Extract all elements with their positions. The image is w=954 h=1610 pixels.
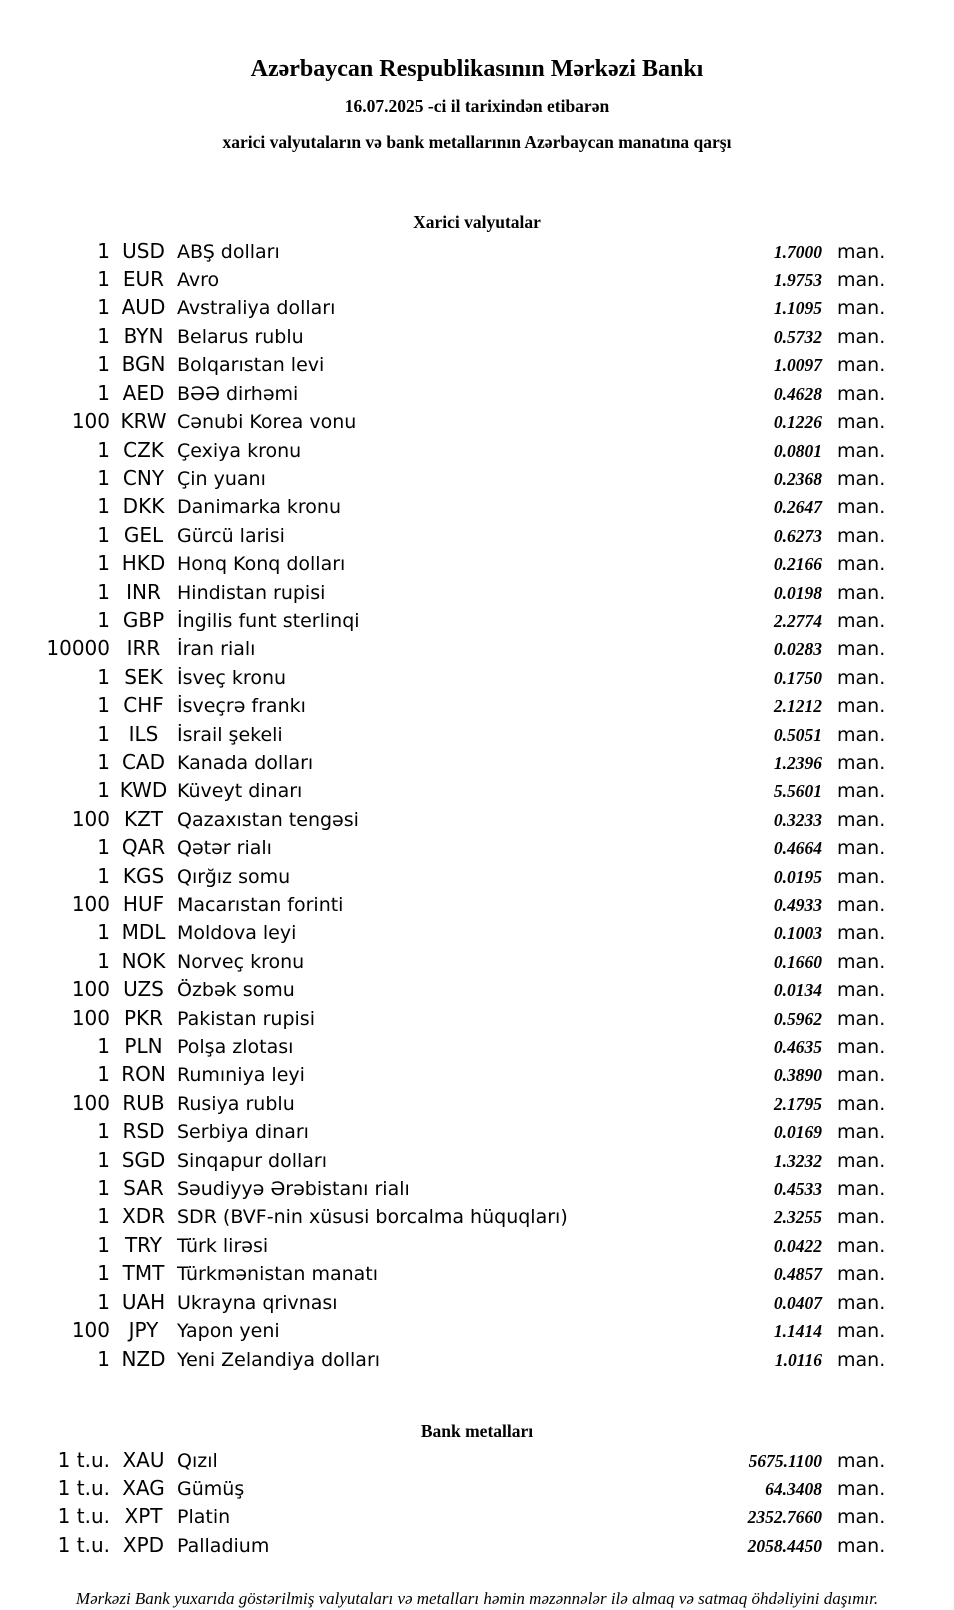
rate-value: 0.5051 <box>773 724 822 745</box>
rate-value: 0.1003 <box>773 923 822 944</box>
currency-name: Gümüş <box>177 1477 245 1500</box>
manat-unit-label: man. <box>837 695 886 718</box>
rate-value: 1.1095 <box>773 298 822 319</box>
currency-code: TMT <box>122 1261 165 1286</box>
currency-rate-row <box>0 1346 954 1374</box>
currency-name: Qətər rialı <box>177 837 272 860</box>
currency-name: İngilis funt sterlinqi <box>177 609 360 632</box>
manat-unit-label: man. <box>837 837 886 860</box>
currency-code: AUD <box>121 295 166 320</box>
rate-value: 0.2166 <box>773 554 822 575</box>
currency-rates-table <box>0 238 954 1374</box>
currency-rate-row <box>0 863 954 891</box>
quantity-value: 100 <box>71 1005 110 1030</box>
manat-unit-label: man. <box>837 1263 886 1286</box>
currency-code: XDR <box>122 1204 165 1229</box>
currency-code: JPY <box>128 1318 159 1343</box>
rate-value: 2352.7660 <box>747 1507 822 1528</box>
currency-rate-row <box>0 891 954 919</box>
currency-rate-row <box>0 692 954 720</box>
manat-unit-label: man. <box>837 297 886 320</box>
currency-code: KZT <box>123 806 164 831</box>
manat-unit-label: man. <box>837 1092 886 1115</box>
currency-code: BYN <box>123 323 164 348</box>
quantity-value: 1 <box>97 835 110 860</box>
quantity-value: 1 <box>97 693 110 718</box>
quantity-value: 100 <box>71 892 110 917</box>
manat-unit-label: man. <box>837 1320 886 1343</box>
manat-unit-label: man. <box>837 1477 886 1500</box>
currency-code: QAR <box>121 835 166 860</box>
rate-value: 0.0407 <box>773 1292 822 1313</box>
manat-unit-label: man. <box>837 1149 886 1172</box>
currency-code: UZS <box>123 977 164 1002</box>
manat-unit-label: man. <box>837 1036 886 1059</box>
rate-value: 1.7000 <box>773 241 822 262</box>
manat-unit-label: man. <box>837 354 886 377</box>
rate-value: 0.0801 <box>773 440 822 461</box>
effective-date: 16.07.2025 -ci il tarixindən etibarən <box>344 95 610 116</box>
manat-unit-label: man. <box>837 1291 886 1314</box>
currency-name: Polşa zlotası <box>177 1036 294 1059</box>
currency-name: Səudiyyə Ərəbistanı rialı <box>177 1178 410 1201</box>
quantity-value: 1 <box>97 1346 110 1371</box>
metal-rate-row <box>0 1532 954 1560</box>
currency-code: KRW <box>120 409 167 434</box>
quantity-value: 1 <box>97 267 110 292</box>
manat-unit-label: man. <box>837 1064 886 1087</box>
rate-value: 0.0195 <box>773 866 822 887</box>
metals-section-title: Bank metalları <box>420 1420 534 1441</box>
currency-name: Norveç kronu <box>177 950 305 973</box>
quantity-value: 1 <box>97 1204 110 1229</box>
currency-name: Qazaxıstan tengəsi <box>177 808 359 831</box>
rate-value: 0.4857 <box>773 1264 822 1285</box>
currency-code: INR <box>126 579 161 604</box>
currency-name: Serbiya dinarı <box>177 1121 309 1144</box>
currency-name: Türkmənistan manatı <box>177 1263 379 1286</box>
currency-rate-row <box>0 948 954 976</box>
currency-rate-row <box>0 408 954 436</box>
currency-name: Küveyt dinarı <box>177 780 303 803</box>
currency-name: Rusiya rublu <box>177 1092 295 1115</box>
manat-unit-label: man. <box>837 1348 886 1371</box>
rate-value: 64.3408 <box>765 1478 822 1499</box>
currency-name: Moldova leyi <box>177 922 297 945</box>
currency-name: BƏƏ dirhəmi <box>177 382 299 405</box>
currency-code: KGS <box>122 863 165 888</box>
rate-value: 0.6273 <box>773 525 822 546</box>
currency-code: XPD <box>122 1532 165 1557</box>
rate-value: 0.4933 <box>773 895 822 916</box>
manat-unit-label: man. <box>837 240 886 263</box>
bank-title: Azərbaycan Respublikasının Mərkəzi Bankı <box>250 56 704 82</box>
rate-value: 0.0283 <box>773 639 822 660</box>
quantity-value: 1 <box>97 1119 110 1144</box>
currency-rate-row <box>0 522 954 550</box>
manat-unit-label: man. <box>837 1534 886 1557</box>
quantity-value: 100 <box>71 977 110 1002</box>
rate-value: 2.1795 <box>773 1093 822 1114</box>
currency-code: DKK <box>122 494 165 519</box>
currency-code: NZD <box>121 1346 166 1371</box>
quantity-value: 1 <box>97 1261 110 1286</box>
currency-rate-row <box>0 1289 954 1317</box>
quantity-value: 100 <box>71 1090 110 1115</box>
currency-name: Danimarka kronu <box>177 496 342 519</box>
manat-unit-label: man. <box>837 609 886 632</box>
rate-value: 2.1212 <box>773 696 822 717</box>
currency-rate-row <box>0 834 954 862</box>
currency-code: RUB <box>122 1090 165 1115</box>
manat-unit-label: man. <box>837 581 886 604</box>
quantity-value: 1 <box>97 551 110 576</box>
manat-unit-label: man. <box>837 1007 886 1030</box>
quantity-value: 1 <box>97 238 110 263</box>
currency-name: Cənubi Korea vonu <box>177 411 357 434</box>
rate-value: 5.5601 <box>773 781 822 802</box>
currency-name: Qırğız somu <box>177 865 291 888</box>
currency-rate-row <box>0 1317 954 1345</box>
quantity-value: 1 <box>97 295 110 320</box>
currency-code: NOK <box>121 948 166 973</box>
rate-value: 1.0097 <box>773 355 822 376</box>
quantity-value: 1 <box>97 1034 110 1059</box>
currency-code: TRY <box>124 1232 163 1257</box>
manat-unit-label: man. <box>837 865 886 888</box>
currency-code: BGN <box>121 352 166 377</box>
quantity-value: 1 t.u. <box>57 1475 110 1500</box>
currency-code: AED <box>122 380 165 405</box>
currency-rate-row <box>0 919 954 947</box>
quantity-value: 1 <box>97 1289 110 1314</box>
currency-rate-row <box>0 380 954 408</box>
currency-name: İsveç kronu <box>177 666 287 689</box>
currency-code: HKD <box>121 551 166 576</box>
rate-value: 0.5732 <box>773 326 822 347</box>
manat-unit-label: man. <box>837 1234 886 1257</box>
currency-rate-row <box>0 1175 954 1203</box>
quantity-value: 1 t.u. <box>57 1532 110 1557</box>
manat-unit-label: man. <box>837 780 886 803</box>
rate-value: 0.0198 <box>773 582 822 603</box>
manat-unit-label: man. <box>837 325 886 348</box>
quantity-value: 1 <box>97 380 110 405</box>
manat-unit-label: man. <box>837 808 886 831</box>
manat-unit-label: man. <box>837 1121 886 1144</box>
rate-value: 1.0116 <box>774 1349 822 1370</box>
currency-code: CZK <box>123 437 164 462</box>
currency-rate-row <box>0 437 954 465</box>
disclaimer-text: Mərkəzi Bank yuxarıda göstərilmiş valyutaları və metalları həmin məzənnələr ilə almaq və satmaq öhdəliyini daşımır. <box>75 1589 879 1609</box>
rate-value: 1.9753 <box>773 270 822 291</box>
manat-unit-label: man. <box>837 723 886 746</box>
currency-name: Türk lirəsi <box>177 1234 269 1257</box>
document-subtitle: xarici valyutaların və bank metallarının Azərbaycan manatına qarşı <box>222 132 732 153</box>
manat-unit-label: man. <box>837 751 886 774</box>
currency-rate-row <box>0 1232 954 1260</box>
currency-rate-row <box>0 266 954 294</box>
metal-rates-table <box>0 1447 954 1561</box>
currency-rate-row <box>0 550 954 578</box>
currency-code: XAG <box>122 1475 165 1500</box>
currency-code: KWD <box>119 778 168 803</box>
manat-unit-label: man. <box>837 922 886 945</box>
currency-code: CHF <box>123 693 164 718</box>
manat-unit-label: man. <box>837 638 886 661</box>
currency-rate-row <box>0 1005 954 1033</box>
currency-code: IRR <box>126 636 161 661</box>
rate-value: 0.0422 <box>773 1235 822 1256</box>
manat-unit-label: man. <box>837 1206 886 1229</box>
currency-code: XAU <box>122 1447 165 1472</box>
rate-value: 1.3232 <box>773 1150 822 1171</box>
manat-unit-label: man. <box>837 894 886 917</box>
rate-value: 2058.4450 <box>747 1535 822 1556</box>
currency-rate-row <box>0 607 954 635</box>
quantity-value: 1 <box>97 1176 110 1201</box>
rate-value: 0.2647 <box>773 497 822 518</box>
currency-rate-row <box>0 351 954 379</box>
currency-name: Rumıniya leyi <box>177 1064 305 1087</box>
metal-rate-row <box>0 1475 954 1503</box>
currency-rate-row <box>0 465 954 493</box>
rate-value: 2.2774 <box>773 610 822 631</box>
currency-name: Kanada dolları <box>177 751 314 774</box>
currency-rate-row <box>0 238 954 266</box>
currency-code: XPT <box>124 1504 163 1529</box>
currency-name: Belarus rublu <box>177 325 304 348</box>
rate-value: 0.4664 <box>773 838 822 859</box>
quantity-value: 1 <box>97 1062 110 1087</box>
currency-rate-row <box>0 323 954 351</box>
rate-value: 0.5962 <box>773 1008 822 1029</box>
quantity-value: 1 <box>97 749 110 774</box>
currency-rate-row <box>0 1061 954 1089</box>
currency-rate-row <box>0 806 954 834</box>
currency-name: Gürcü larisi <box>177 524 285 547</box>
currency-rate-row <box>0 1203 954 1231</box>
currency-name: Platin <box>177 1506 231 1529</box>
quantity-value: 100 <box>71 409 110 434</box>
currency-code: RSD <box>122 1119 165 1144</box>
rate-value: 0.1226 <box>773 412 822 433</box>
currency-name: Ukrayna qrivnası <box>177 1291 338 1314</box>
currency-name: Hindistan rupisi <box>177 581 326 604</box>
quantity-value: 1 <box>97 522 110 547</box>
currency-name: Yapon yeni <box>177 1320 280 1343</box>
currency-name: Yeni Zelandiya dolları <box>177 1348 381 1371</box>
currency-name: ABŞ dolları <box>177 240 280 263</box>
manat-unit-label: man. <box>837 666 886 689</box>
manat-unit-label: man. <box>837 979 886 1002</box>
currency-name: İsveçrə frankı <box>177 695 306 718</box>
currency-rate-row <box>0 1033 954 1061</box>
quantity-value: 1 t.u. <box>57 1504 110 1529</box>
manat-unit-label: man. <box>837 439 886 462</box>
manat-unit-label: man. <box>837 382 886 405</box>
quantity-value: 1 <box>97 494 110 519</box>
manat-unit-label: man. <box>837 950 886 973</box>
quantity-value: 1 <box>97 778 110 803</box>
currency-code: USD <box>122 238 165 263</box>
currency-code: EUR <box>122 267 165 292</box>
rate-value: 1.1414 <box>773 1321 822 1342</box>
quantity-value: 1 <box>97 1232 110 1257</box>
metal-rate-row <box>0 1503 954 1531</box>
currency-name: Avstraliya dolları <box>177 297 336 320</box>
quantity-value: 100 <box>71 1318 110 1343</box>
currency-code: MDL <box>121 920 166 945</box>
currency-code: ILS <box>128 721 159 746</box>
currency-rate-row <box>0 777 954 805</box>
currency-rate-row <box>0 1090 954 1118</box>
currency-rate-row <box>0 721 954 749</box>
rate-value: 0.0169 <box>773 1122 822 1143</box>
rate-value: 0.2368 <box>773 468 822 489</box>
currency-code: PKR <box>123 1005 164 1030</box>
rate-value: 0.1750 <box>773 667 822 688</box>
currency-rate-row <box>0 1147 954 1175</box>
quantity-value: 1 <box>97 863 110 888</box>
currency-section-title: Xarici valyutalar <box>413 212 541 233</box>
rate-value: 0.0134 <box>773 980 822 1001</box>
manat-unit-label: man. <box>837 467 886 490</box>
currency-rate-row <box>0 1118 954 1146</box>
currency-code: SGD <box>121 1147 166 1172</box>
currency-rate-row <box>0 294 954 322</box>
rate-value: 0.4533 <box>773 1179 822 1200</box>
rate-value: 5675.1100 <box>748 1450 822 1471</box>
manat-unit-label: man. <box>837 553 886 576</box>
currency-rate-row <box>0 976 954 1004</box>
quantity-value: 1 <box>97 323 110 348</box>
rate-value: 2.3255 <box>773 1207 822 1228</box>
currency-code: CAD <box>121 749 166 774</box>
quantity-value: 10000 <box>46 636 110 661</box>
currency-code: HUF <box>122 892 165 917</box>
currency-name: Çin yuanı <box>177 467 266 490</box>
currency-name: Honq Konq dolları <box>177 553 346 576</box>
currency-rate-row <box>0 749 954 777</box>
manat-unit-label: man. <box>837 269 886 292</box>
currency-rate-row <box>0 579 954 607</box>
currency-code: UAH <box>121 1289 166 1314</box>
currency-name: Pakistan rupisi <box>177 1007 315 1030</box>
rate-value: 0.4628 <box>773 383 822 404</box>
manat-unit-label: man. <box>837 411 886 434</box>
quantity-value: 1 <box>97 352 110 377</box>
rate-value: 0.3233 <box>773 809 822 830</box>
currency-name: Özbək somu <box>177 979 295 1002</box>
manat-unit-label: man. <box>837 524 886 547</box>
quantity-value: 1 t.u. <box>57 1447 110 1472</box>
quantity-value: 1 <box>97 465 110 490</box>
quantity-value: 1 <box>97 664 110 689</box>
manat-unit-label: man. <box>837 496 886 519</box>
currency-rate-row <box>0 493 954 521</box>
currency-code: SEK <box>124 664 163 689</box>
quantity-value: 1 <box>97 607 110 632</box>
currency-name: Palladium <box>177 1534 270 1557</box>
currency-rate-row <box>0 664 954 692</box>
currency-name: Macarıstan forinti <box>177 894 344 917</box>
currency-name: İran rialı <box>177 638 256 661</box>
manat-unit-label: man. <box>837 1506 886 1529</box>
quantity-value: 1 <box>97 920 110 945</box>
currency-rate-row <box>0 1260 954 1288</box>
manat-unit-label: man. <box>837 1449 886 1472</box>
currency-name: Avro <box>177 269 220 292</box>
currency-code: GEL <box>123 522 164 547</box>
currency-name: Çexiya kronu <box>177 439 302 462</box>
currency-name: Bolqarıstan levi <box>177 354 325 377</box>
quantity-value: 100 <box>71 806 110 831</box>
quantity-value: 1 <box>97 948 110 973</box>
rate-value: 0.3890 <box>773 1065 822 1086</box>
currency-rate-row <box>0 635 954 663</box>
currency-code: GBP <box>122 607 165 632</box>
rate-value: 1.2396 <box>773 752 822 773</box>
quantity-value: 1 <box>97 579 110 604</box>
manat-unit-label: man. <box>837 1178 886 1201</box>
currency-code: RON <box>121 1062 166 1087</box>
currency-name: Qızıl <box>177 1449 218 1472</box>
quantity-value: 1 <box>97 437 110 462</box>
currency-name: SDR (BVF-nin xüsusi borcalma hüquqları) <box>177 1206 568 1229</box>
quantity-value: 1 <box>97 721 110 746</box>
rate-value: 0.4635 <box>773 1037 822 1058</box>
currency-code: PLN <box>124 1034 163 1059</box>
currency-name: Sinqapur dolları <box>177 1149 328 1172</box>
rate-value: 0.1660 <box>773 951 822 972</box>
quantity-value: 1 <box>97 1147 110 1172</box>
metal-rate-row <box>0 1447 954 1475</box>
currency-name: İsrail şekeli <box>177 723 283 746</box>
currency-code: SAR <box>123 1176 164 1201</box>
currency-code: CNY <box>122 465 165 490</box>
